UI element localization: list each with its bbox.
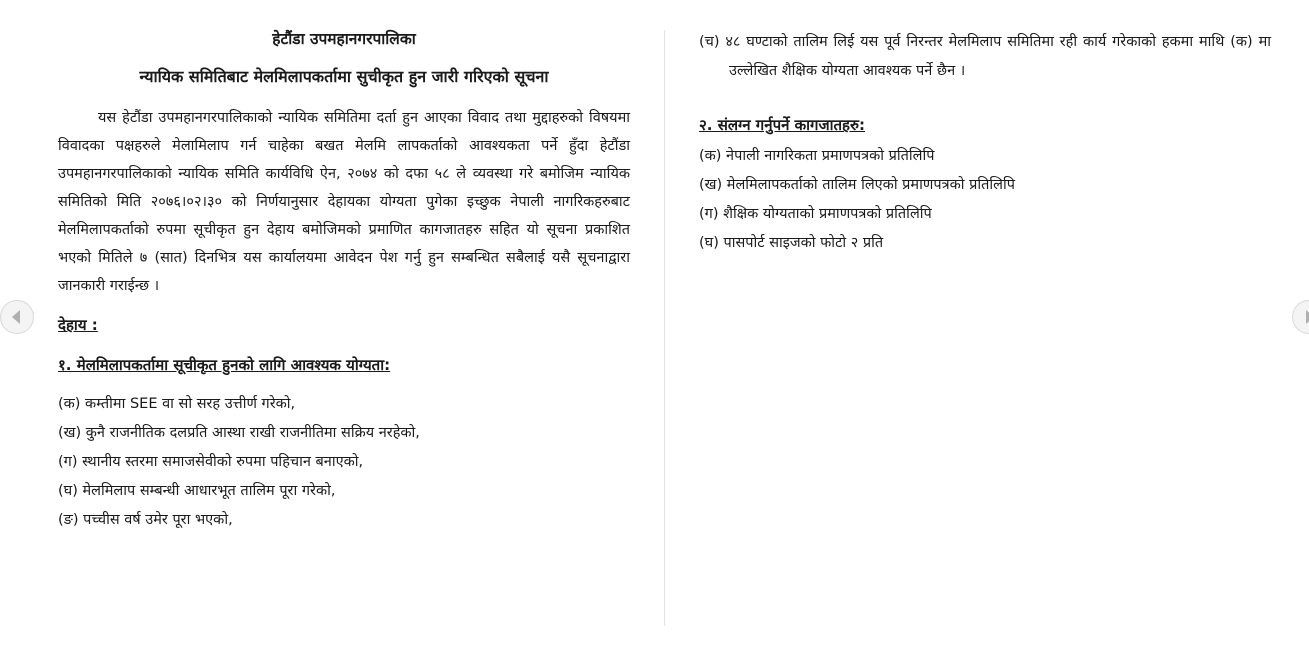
list-item: (ग) स्थानीय स्तरमा समाजसेवीको रुपमा पहिचान बनाएको, — [58, 454, 364, 470]
list-item: (ङ) पच्चीस वर्ष उमेर पूरा भएको, — [58, 512, 233, 528]
notice-subtitle: न्यायिक समितिबाट मेलमिलापकर्तामा सुचीकृत हुन जारी गरिएको सूचना — [139, 67, 549, 86]
list-item: (क) नेपाली नागरिकता प्रमाणपत्रको प्रतिलिपि — [699, 148, 935, 164]
requirement-cha: (च) ४८ घण्टाको तालिम लिई यस पूर्व निरन्तर मेलमिलाप समितिमा रही कार्य गरेकाको हकमा माथि (क) मा उल्लेखित शैक्षिक योग्यता आवश्यक पर्ने छैन । — [699, 34, 1271, 79]
list-item: (घ) मेलमिलाप सम्बन्धी आधारभूत तालिम पूरा गरेको, — [58, 483, 336, 499]
left-column — [58, 24, 630, 535]
list-item: (ख) कुनै राजनीतिक दलप्रति आस्था राखी राजनीतिमा सक्रिय नरहेको, — [58, 425, 420, 441]
notice-body: यस हेटौंडा उपमहानगरपालिकाको न्यायिक समितिमा दर्ता हुन आएका विवाद तथा मुद्दाहरुको विषयमा विवादका पक्षहरुले मेलामिलाप गर्न चाहेका बखत मेलमि लापकर्ताको आवश्यकता पर्ने हुँदा हेटौंडा उपमहानगरपालिकाको न्यायिक समिति कार्यविधि ऐन, २०७४ को दफा ५८ ले व्यवस्था गरे बमोजिम न्यायिक समितिको मिति २०७६।०२।३० को निर्णयानुसार देहायका योग्यता पुगेका इच्छुक नेपाली नागरिकहरुबाट मेलमिलापकर्ताको रुपमा सूचीकृत हुन देहाय बमोजिमको प्रमाणित कागजातहरु सहित यो सूचना प्रकाशित भएको मितिले ७ (सात) दिनभित्र यस कार्यालयमा आवेदन पेश गर्नु हुन सम्बन्धित सबैलाई यसै सूचनाद्वारा जानकारी गराईन्छ । — [58, 110, 630, 294]
requirements-heading: १. मेलमिलापकर्तामा सूचीकृत हुनको लागि आवश्यक योग्यता: — [58, 356, 391, 374]
list-item: (ग) शैक्षिक योग्यताको प्रमाणपत्रको प्रतिलिपि — [699, 206, 932, 222]
column-divider — [664, 30, 665, 626]
requirements-list — [58, 390, 630, 535]
documents-heading: २. संलग्न गर्नुपर्ने कागजातहरु: — [699, 116, 865, 134]
next-page-button[interactable] — [1292, 300, 1309, 334]
list-item: (क) कम्तीमा SEE वा सो सरह उत्तीर्ण गरेको, — [58, 396, 296, 412]
documents-list — [699, 142, 1271, 258]
previous-page-button[interactable] — [0, 300, 34, 334]
list-item: (ख) मेलमिलापकर्ताको तालिम लिएको प्रमाणपत्रको प्रतिलिपि — [699, 177, 1015, 193]
chevron-right-icon — [1293, 301, 1309, 333]
dehaya-label: देहाय : — [58, 316, 98, 334]
right-column — [699, 24, 1271, 258]
chevron-left-icon — [1, 301, 33, 333]
list-item: (घ) पासपोर्ट साइजको फोटो २ प्रति — [699, 235, 884, 251]
document-title: हेटौंडा उपमहानगरपालिका — [272, 30, 416, 48]
